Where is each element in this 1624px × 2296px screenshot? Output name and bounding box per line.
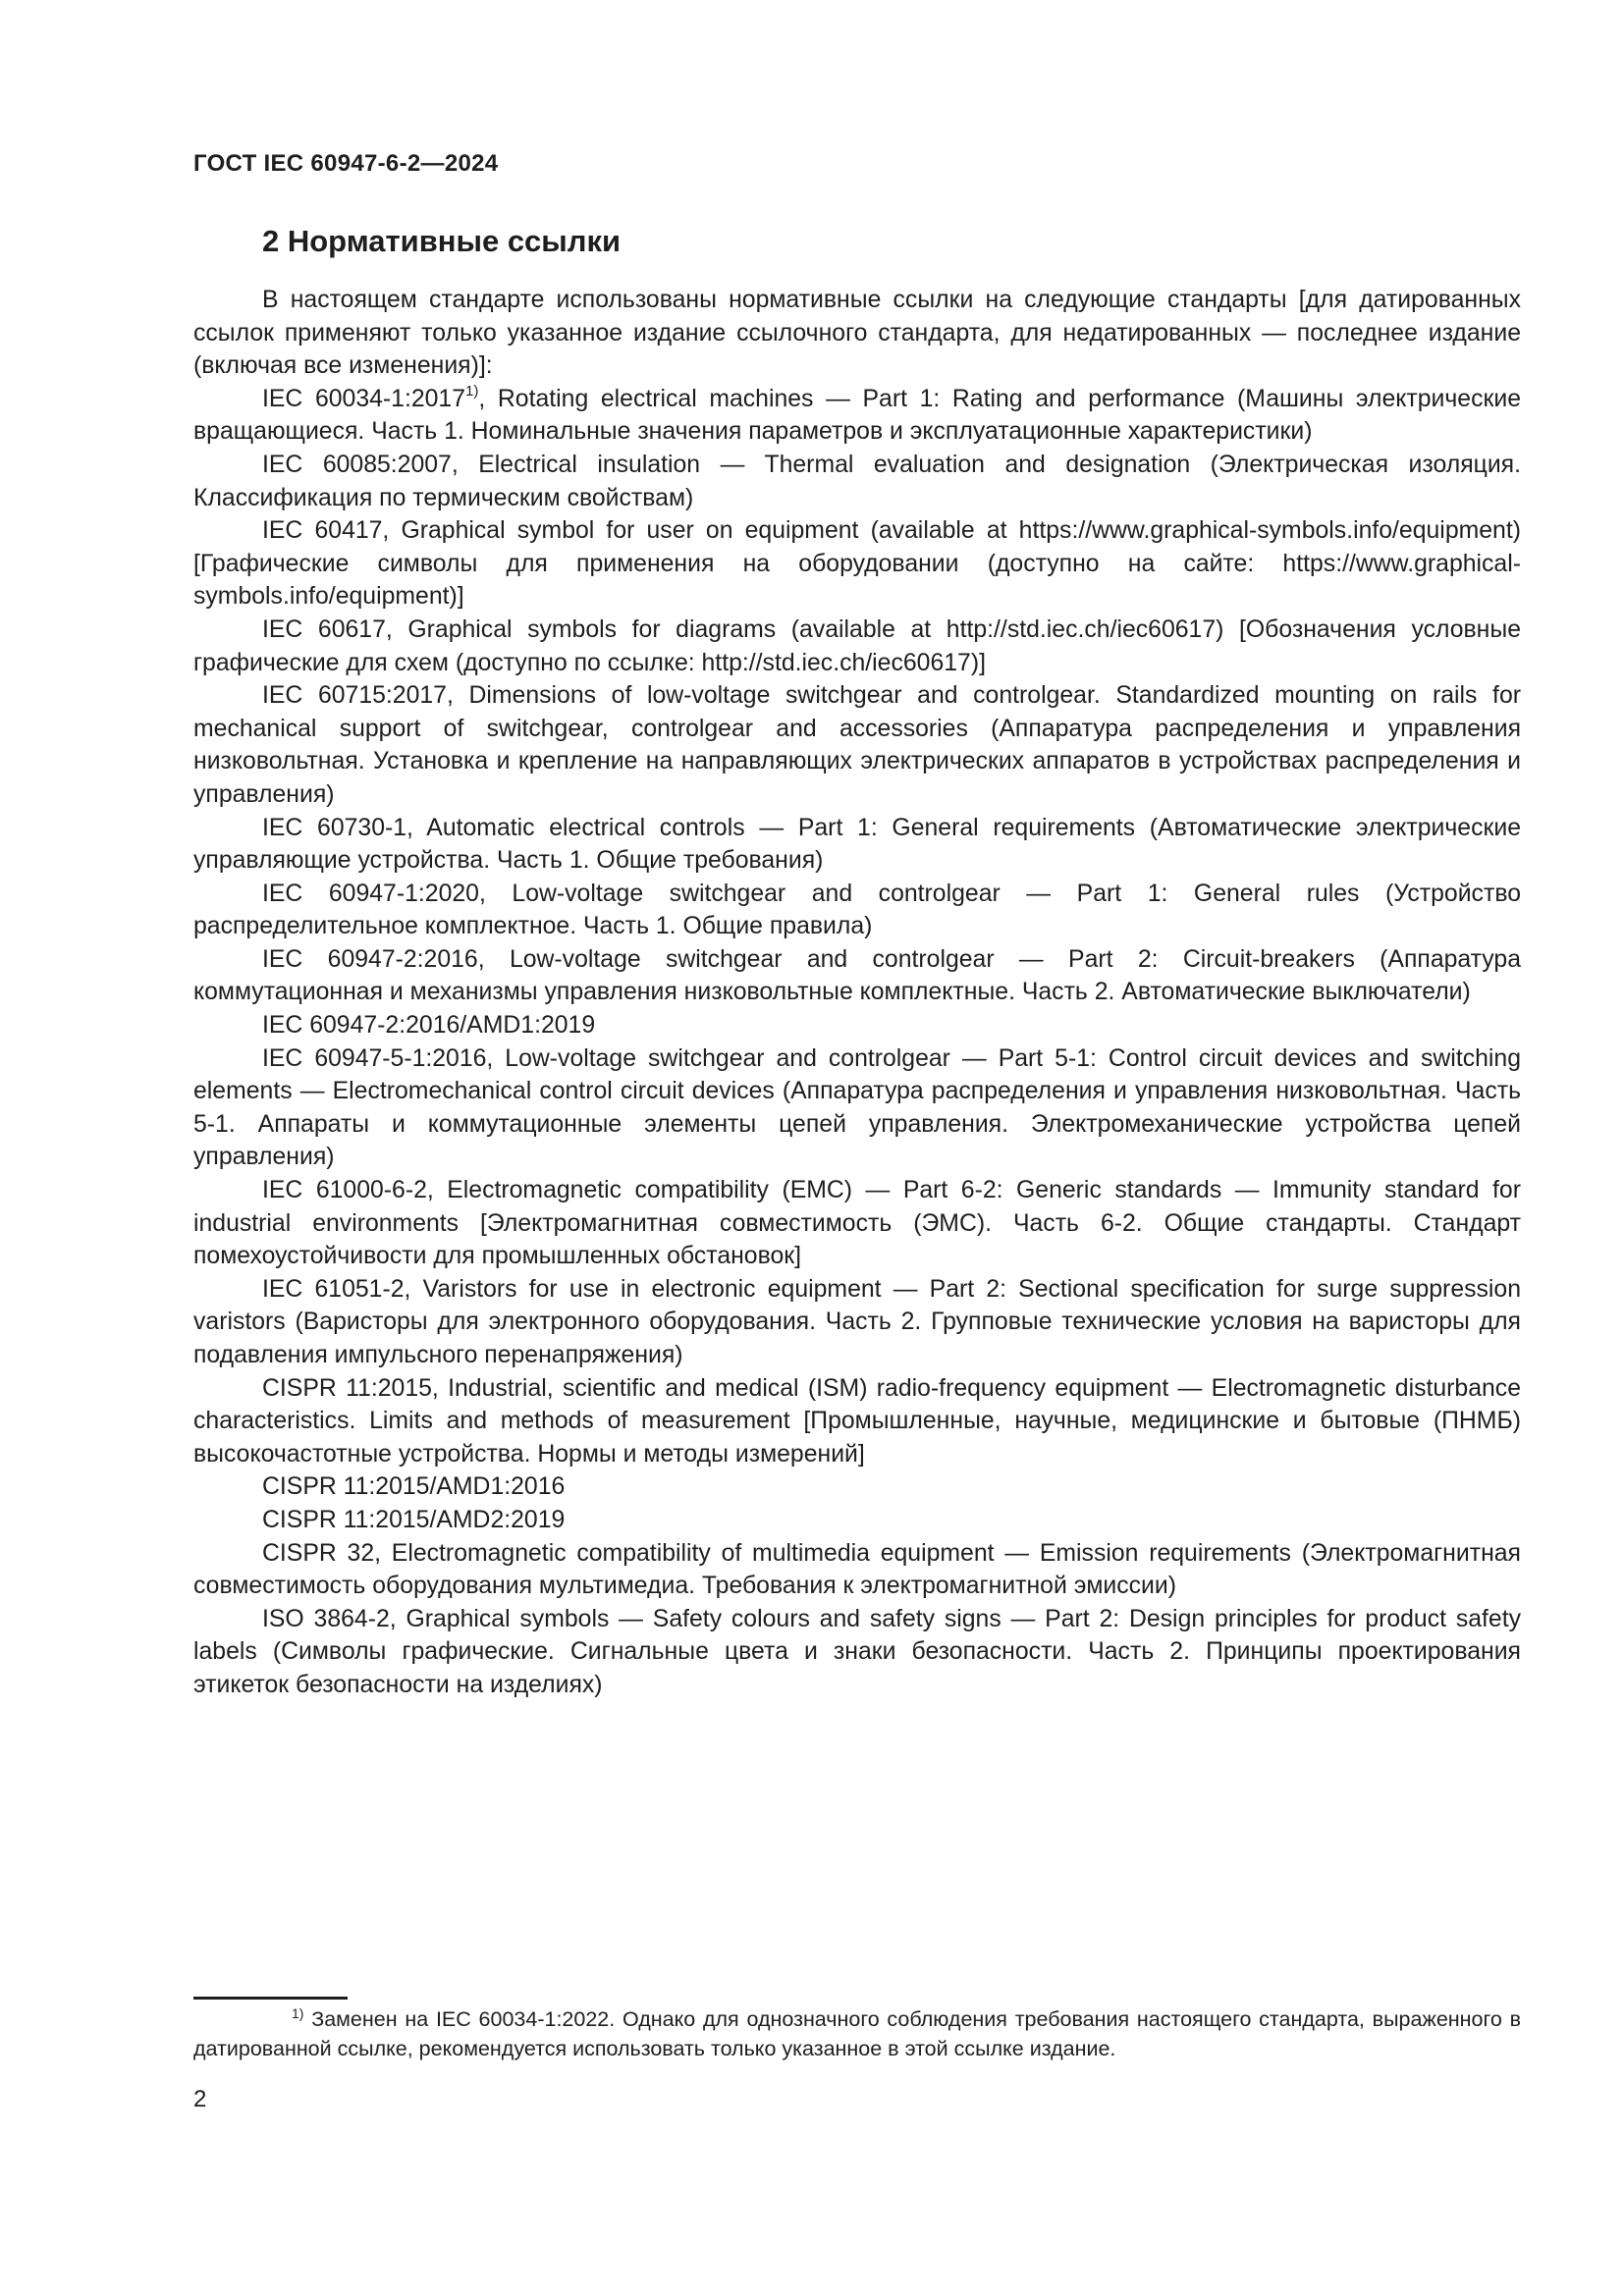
intro-paragraph: В настоящем стандарте использованы нормативные ссылки на следующие стандарты [для датированных ссылок применяют только указанное издание ссылочного стандарта, для недатированных — последнее издание (включая все изменения)]: bbox=[193, 287, 1521, 380]
references-body bbox=[193, 284, 1521, 1702]
reference-item: IEC 60034-1:2017$^{1)}$, Rotating electrical machines — Part 1: Rating and performance (Машины электрические вращающиеся. Часть 1. Номинальные значения параметров и эксплуатационные характеристики) bbox=[193, 382, 1521, 446]
page-header-standard-code: ГОСТ IEC 60947-6-2—2024 bbox=[193, 150, 499, 177]
reference-list bbox=[193, 383, 1521, 1702]
section-title: 2 Нормативные ссылки bbox=[262, 224, 622, 258]
reference-item: ISO 3864-2, Graphical symbols — Safety colours and safety signs — Part 2: Design principles for product safety labels (Символы графические. Сигнальные цвета и знаки безопасности. Часть 2. Принципы проектирования этикеток безопасности на изделиях) bbox=[193, 1605, 1521, 1698]
reference-item: IEC 61000-6-2, Electromagnetic compatibility (EMC) — Part 6-2: Generic standards — Immunity standard for industrial environments [Электромагнитная совместимость (ЭМС). Часть 6-2. Общие стандарты. Стандарт помехоустойчивости для промышленных обстановок] bbox=[193, 1177, 1521, 1270]
reference-item: IEC 60417, Graphical symbol for user on equipment (available at https://www.graphical-symbols.info/equipment) [Графические символы для применения на оборудовании (доступно на сайте: https://www.graphical-symbols.info/equipment)] bbox=[193, 517, 1521, 611]
footnote bbox=[193, 2004, 1521, 2063]
footnote-separator bbox=[193, 1997, 348, 2000]
reference-item: CISPR 32, Electromagnetic compatibility of multimedia equipment — Emission requirements (Электромагнитная совместимость оборудования мультимедиа. Требования к электромагнитной эмиссии) bbox=[193, 1539, 1521, 1600]
reference-item: IEC 60730-1, Automatic electrical controls — Part 1: General requirements (Автоматические электрические управляющие устройства. Часть 1. Общие требования) bbox=[193, 814, 1521, 875]
footnote-text: $^{1)}$ Заменен на IEC 60034-1:2022. Однако для однозначного соблюдения требования настоящего стандарта, выраженного в датированной ссылке, рекомендуется использовать только указанное в этой ссылке издание. bbox=[193, 2004, 1521, 2060]
reference-item: IEC 61051-2, Varistors for use in electronic equipment — Part 2: Sectional specification for surge suppression varistors (Варисторы для электронного оборудования. Часть 2. Групповые технические условия на варисторы для подавления импульсного перенапряжения) bbox=[193, 1275, 1521, 1368]
footnote-marker: 1) bbox=[292, 2004, 304, 2021]
reference-item: IEC 60085:2007, Electrical insulation — Thermal evaluation and designation (Электрическая изоляция. Классификация по термическим свойствам) bbox=[193, 451, 1521, 511]
reference-item: CISPR 11:2015, Industrial, scientific and medical (ISM) radio-frequency equipment — Electromagnetic disturbance characteristics. Limits and methods of measurement [Промышленные, научные, медицинские и бытовые (ПНМБ) высокочастотные устройства. Нормы и методы измерений] bbox=[193, 1374, 1521, 1468]
footnote-reference-marker[interactable]: 1) bbox=[465, 382, 479, 400]
page-number: 2 bbox=[193, 2086, 207, 2112]
reference-item: IEC 60715:2017, Dimensions of low-voltage switchgear and controlgear. Standardized mounting on rails for mechanical support of switchgear, controlgear and accessories (Аппаратура распределения и управления низковольтная. Установка и крепление на направляющих электрических аппаратов в устройствах распределения и управления) bbox=[193, 682, 1521, 808]
reference-item: CISPR 11:2015/AMD2:2019 bbox=[262, 1506, 566, 1533]
reference-item: IEC 60947-5-1:2016, Low-voltage switchgear and controlgear — Part 5-1: Control circuit devices and switching elements — Electromechanical control circuit devices (Аппаратура распределения и управления низковольтная. Часть 5-1. Аппараты и коммутационные элементы цепей управления. Электромеханические устройства цепей управления) bbox=[193, 1044, 1521, 1171]
reference-item: IEC 60617, Graphical symbols for diagrams (available at http://std.iec.ch/iec60617) [Обозначения условные графические для схем (доступно по ссылке: http://std.iec.ch/iec60617)] bbox=[193, 615, 1521, 676]
reference-item: IEC 60947-2:2016/AMD1:2019 bbox=[262, 1012, 596, 1040]
reference-item: IEC 60947-2:2016, Low-voltage switchgear and controlgear — Part 2: Circuit-breakers (Аппаратура коммутационная и механизмы управления низковольтные комплектные. Часть 2. Автоматические выключатели) bbox=[193, 945, 1521, 1006]
reference-item: CISPR 11:2015/AMD1:2016 bbox=[262, 1473, 566, 1501]
reference-item: IEC 60947-1:2020, Low-voltage switchgear and controlgear — Part 1: General rules (Устройство распределительное комплектное. Часть 1. Общие правила) bbox=[193, 880, 1521, 940]
